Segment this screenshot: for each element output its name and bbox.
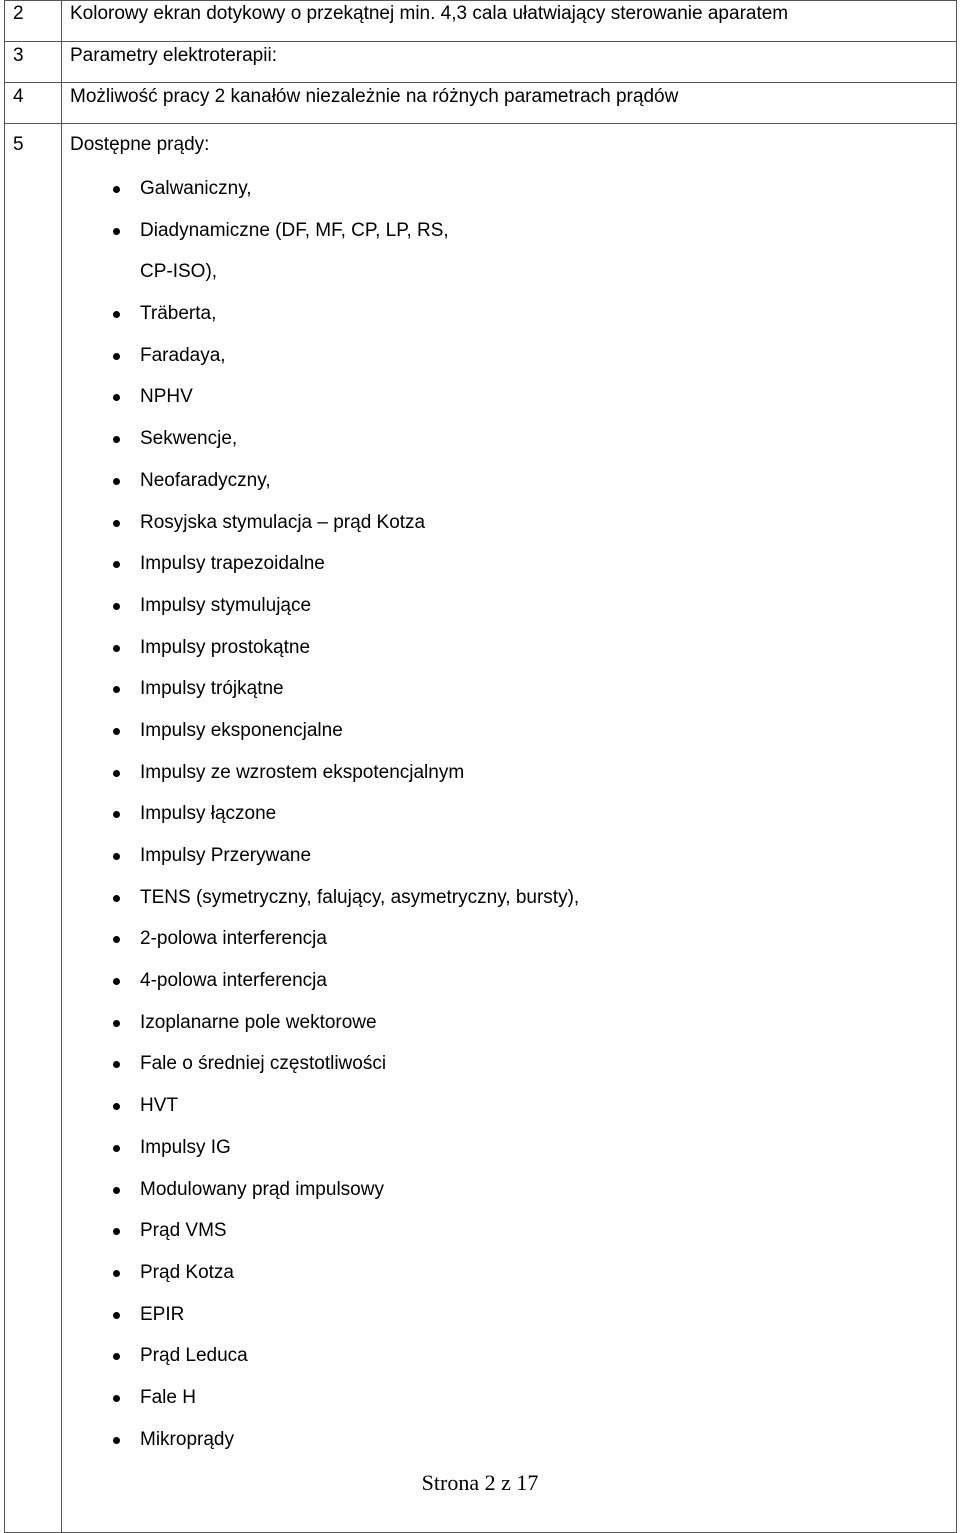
current-label: Impulsy ze wzrostem ekspotencjalnym bbox=[140, 761, 465, 783]
current-label: Impulsy łączone bbox=[140, 803, 277, 825]
spec-table bbox=[4, 0, 957, 1533]
row-text: Możliwość pracy 2 kanałów niezależnie na różnych parametrach prądów bbox=[62, 83, 957, 124]
current-label: Fale o średniej częstotliwości bbox=[140, 1053, 387, 1075]
current-label: Neofaradyczny, bbox=[140, 469, 271, 491]
bullet-icon bbox=[113, 1312, 120, 1319]
current-label: Impulsy trójkątne bbox=[140, 678, 284, 700]
bullet-icon bbox=[113, 1187, 120, 1194]
currents-list bbox=[70, 158, 956, 1468]
current-label: Fale H bbox=[140, 1386, 196, 1408]
current-label: EPIR bbox=[140, 1303, 185, 1325]
current-label: Träberta, bbox=[140, 303, 217, 325]
list-item bbox=[70, 1427, 956, 1469]
bullet-icon bbox=[113, 686, 120, 693]
list-item bbox=[70, 510, 956, 552]
bullet-icon bbox=[113, 895, 120, 902]
bullet-icon bbox=[113, 603, 120, 610]
row-number: 2 bbox=[5, 1, 62, 42]
current-label: Modulowany prąd impulsowy bbox=[140, 1178, 384, 1200]
list-item bbox=[70, 676, 956, 718]
table-row bbox=[5, 124, 957, 1533]
page-number: Strona 2 z 17 bbox=[421, 1470, 539, 1495]
bullet-icon bbox=[113, 1437, 120, 1444]
list-item bbox=[70, 1385, 956, 1427]
current-label: Prąd Leduca bbox=[140, 1345, 248, 1367]
bullet-icon bbox=[113, 770, 120, 777]
list-item bbox=[70, 718, 956, 760]
current-label: Mikroprądy bbox=[140, 1428, 234, 1450]
current-label: Impulsy trapezoidalne bbox=[140, 553, 325, 575]
current-label: Rosyjska stymulacja – prąd Kotza bbox=[140, 511, 426, 533]
list-item bbox=[70, 1218, 956, 1260]
current-label: 4-polowa interferencja bbox=[140, 970, 327, 992]
row-text: Parametry elektroterapii: bbox=[62, 42, 957, 83]
current-label: Impulsy stymulujące bbox=[140, 594, 312, 616]
current-label: CP-ISO), bbox=[140, 261, 218, 283]
list-item bbox=[70, 426, 956, 468]
bullet-icon bbox=[113, 228, 120, 235]
bullet-icon bbox=[113, 978, 120, 985]
row-text: Kolorowy ekran dotykowy o przekątnej min. 4,3 cala ułatwiający sterowanie aparatem bbox=[62, 1, 957, 42]
bullet-icon bbox=[113, 520, 120, 527]
list-item bbox=[70, 1302, 956, 1344]
row-number: 3 bbox=[5, 42, 62, 83]
table-row bbox=[5, 1, 957, 42]
list-item bbox=[70, 1010, 956, 1052]
bullet-icon bbox=[113, 353, 120, 360]
current-label: Prąd Kotza bbox=[140, 1261, 234, 1283]
bullet-icon bbox=[113, 186, 120, 193]
current-label: Izoplanarne pole wektorowe bbox=[140, 1011, 377, 1033]
bullet-icon bbox=[113, 1353, 120, 1360]
table-row bbox=[5, 42, 957, 83]
bullet-icon bbox=[113, 645, 120, 652]
list-item bbox=[70, 885, 956, 927]
bullet-icon bbox=[113, 1061, 120, 1068]
bullet-icon bbox=[113, 1270, 120, 1277]
bullet-icon bbox=[113, 561, 120, 568]
current-label: 2-polowa interferencja bbox=[140, 928, 327, 950]
list-item bbox=[70, 926, 956, 968]
list-item bbox=[70, 551, 956, 593]
list-item bbox=[70, 259, 956, 301]
bullet-icon bbox=[113, 1145, 120, 1152]
bullet-icon bbox=[113, 853, 120, 860]
bullet-icon bbox=[113, 1228, 120, 1235]
list-item bbox=[70, 1260, 956, 1302]
list-item bbox=[70, 468, 956, 510]
current-label: HVT bbox=[140, 1095, 178, 1117]
current-label: Faradaya, bbox=[140, 344, 226, 366]
bullet-icon bbox=[113, 811, 120, 818]
current-label: Impulsy Przerywane bbox=[140, 845, 312, 866]
list-item bbox=[70, 158, 956, 218]
current-label: Impulsy eksponencjalne bbox=[140, 719, 343, 741]
list-item bbox=[70, 1135, 956, 1177]
row-number: 4 bbox=[5, 83, 62, 124]
list-item bbox=[70, 1051, 956, 1093]
bullet-icon bbox=[113, 1103, 120, 1110]
bullet-icon bbox=[113, 1020, 120, 1027]
bullet-icon bbox=[113, 311, 120, 318]
list-item bbox=[70, 343, 956, 385]
list-item bbox=[70, 968, 956, 1010]
bullet-icon bbox=[113, 394, 120, 401]
current-label: Prąd VMS bbox=[140, 1220, 227, 1242]
list-item bbox=[70, 635, 956, 677]
list-item bbox=[70, 1177, 956, 1219]
list-item bbox=[70, 218, 956, 260]
current-label: Diadynamiczne (DF, MF, CP, LP, RS, bbox=[140, 219, 449, 241]
row-number: 5 bbox=[13, 134, 24, 155]
current-label: Galwaniczny, bbox=[140, 178, 252, 199]
list-item bbox=[70, 593, 956, 635]
list-item bbox=[70, 301, 956, 343]
current-label: Impulsy prostokątne bbox=[140, 636, 311, 658]
current-label: Sekwencje, bbox=[140, 428, 238, 450]
list-item bbox=[70, 760, 956, 802]
bullet-icon bbox=[113, 936, 120, 943]
bullet-icon bbox=[113, 478, 120, 485]
list-item bbox=[70, 1343, 956, 1385]
current-label: NPHV bbox=[140, 386, 193, 408]
current-label: Impulsy IG bbox=[140, 1136, 231, 1158]
table-row bbox=[5, 83, 957, 124]
bullet-icon bbox=[113, 436, 120, 443]
current-label: TENS (symetryczny, falujący, asymetryczny, bursty), bbox=[140, 886, 580, 908]
bullet-icon bbox=[113, 1395, 120, 1402]
list-item bbox=[70, 384, 956, 426]
list-item bbox=[70, 1093, 956, 1135]
list-item bbox=[70, 843, 956, 885]
list-item bbox=[70, 801, 956, 843]
bullet-icon bbox=[113, 728, 120, 735]
row-text: Dostępne prądy: bbox=[70, 134, 210, 155]
